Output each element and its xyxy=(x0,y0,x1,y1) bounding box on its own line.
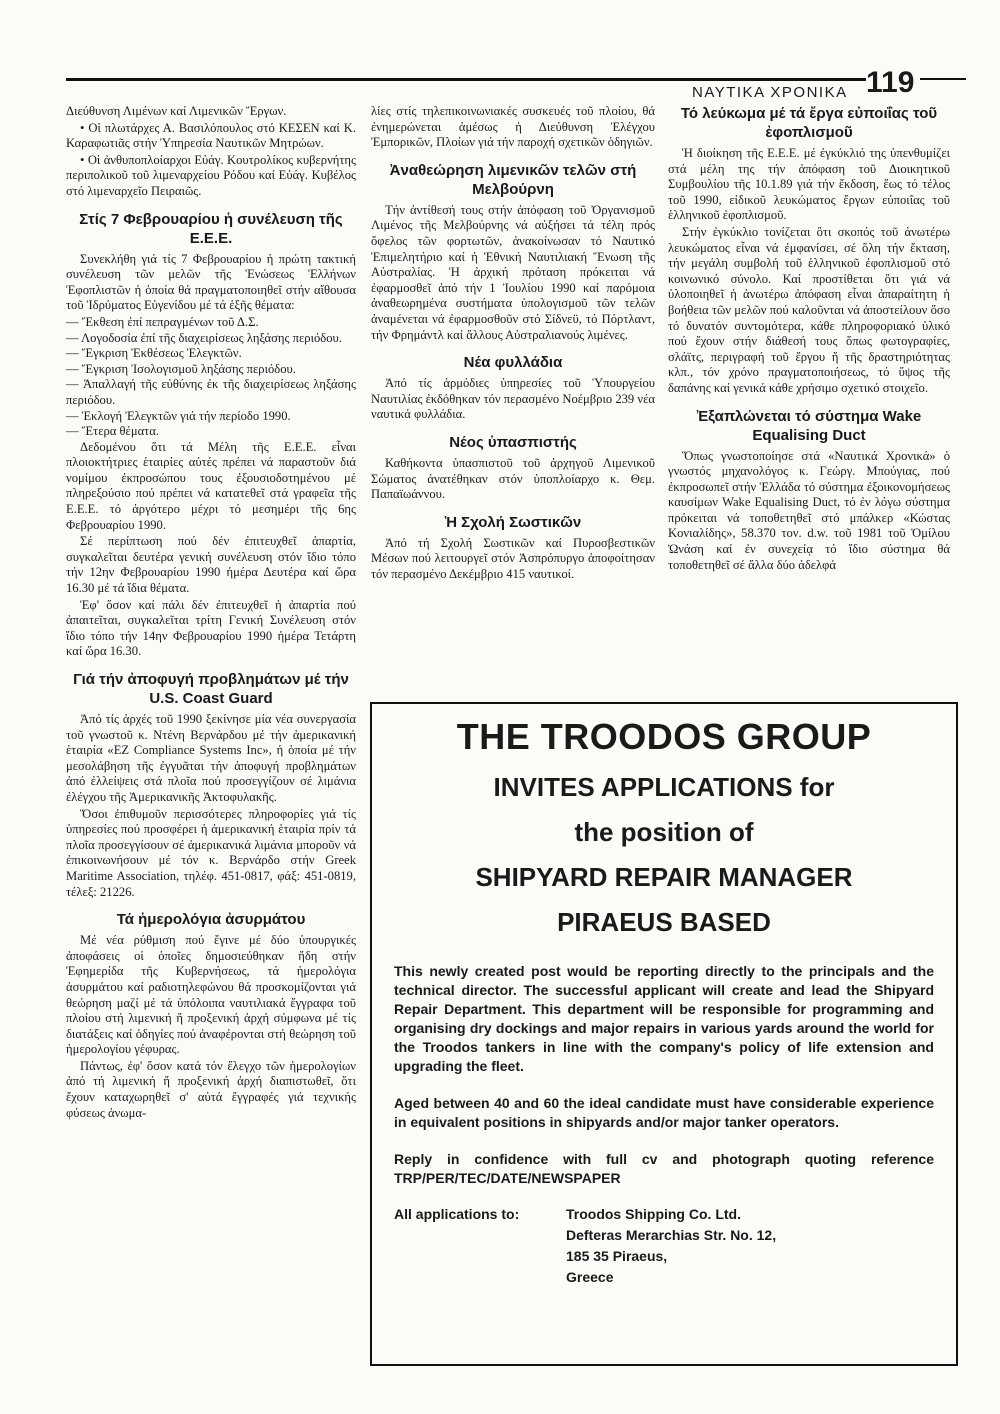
article-heading: Νέα φυλλάδια xyxy=(463,354,563,372)
article-heading: Ἀναθεώρηση λιμενικῶν τελῶν στή Μελβούρνη xyxy=(389,161,637,198)
paragraph: Τήν ἀντίθεσή τους στήν ἀπόφαση τοῦ Ὀργανισμοῦ Λιμένος τῆς Μελβούρνης νά αὐξήσει τά τέλη πρός ὄφελος τῶν φορτωτῶν, ἀνακοίνωσαν τό Ναυτικό Ἐπιμελητήριο καί ἡ Ἐθνική Ναυτιλιακή Ἕνωση τῆς Αὐστραλίας. Ἡ ἀρχική πρόταση πρόκειται νά ἐφαρμοσθεῖ ἀπό τήν 1 Ἰουλίου 1990 καί παρόμοια ἀναθεωρημένα συστήματα ὑπολογισμοῦ τῶν τελῶν ἀναμένεται νά ἐφαρμοσθοῦν στό Σίδνεϋ, τό Πόρτλαντ, τήν Φρημάντλ καί ἄλλους Αὐστραλιανούς λιμένες. xyxy=(371,202,655,342)
address-line: 185 35 Piraeus, xyxy=(566,1248,668,1264)
paragraph: Δεδομένου ὅτι τά Μέλη τῆς Ε.Ε.Ε. εἶναι πλοιοκτήτριες ἑταιρίες αὐτές πρέπει νά παραστοῦν διά νομίμου ἐκπροσώπου τους ἐξουσιοδοτημένου μέ πληρεξούσιο πού πρέπει νά κατατεθεῖ στά γραφεῖα τῆς Ε.Ε.Ε. τό ἀργότερο μέχρι τό μεσημέρι τῆς 6ης Φεβρουαρίου 1990. xyxy=(66,439,356,532)
article-heading: Νέος ὑπασπιστής xyxy=(449,433,577,451)
column-left xyxy=(66,104,356,1122)
paragraph: Ὅπως γνωστοποίησε στά «Ναυτικά Χρονικά» ὁ γνωστός μηχανολόγος κ. Γεώργ. Μπούγιας, πού ἐκπροσωπεῖ στήν Ἑλλάδα τό σύστημα ἐξοικονομήσεως καυσίμων Wake Equalising Duct, τό ἐν λόγω σύστημα πρόκειται νά τοποθετηθεῖ στό μπάλκερ «Κώστας Κονιαλίδης», 58.370 τον. d.w. τοῦ 1981 τοῦ Ὁμίλου Ὠνάση καί ἐν συνεχείᾳ τό ἴδιο σύστημα θά τοποθετηθεῖ σέ ἄλλα δύο ἀδελφά xyxy=(668,448,950,572)
paragraph: Ἀπό τίς ἀρχές τοῦ 1990 ξεκίνησε μία νέα συνεργασία τοῦ γνωστοῦ κ. Ντένη Βερνάρδου μέ τήν ἀμερικανική ἑταιρία «EZ Compliance Systems Inc», ἡ ὁποία μέ τήν μεσολάβηση τῆς ἐγγυᾶται τήν ἀποφυγή προβλημάτων ἀπό ἐλλείψεις στά πλοῖα πού προσεγγίζουν σέ λιμάνια ἐλέγχου τῆς Ἀμερικανικῆς Ἀκτοφυλακῆς. xyxy=(66,712,356,804)
ad-subheading: the position of xyxy=(574,817,754,847)
ad-body xyxy=(372,962,956,1188)
column-right xyxy=(668,104,950,574)
paragraph: λίες στίς τηλεπικοινωνιακές συσκευές τοῦ πλοίου, θά ἐνημερώνεται ἀμέσως ἡ Διεύθυνση Ἐλέγχου Ἐμπορικῶν, Πλοίων γιά τήν παροχή σχετικῶν ὁδηγιῶν. xyxy=(371,104,655,150)
header-rule-right xyxy=(920,78,966,80)
article-heading: Στίς 7 Φεβρουαρίου ἡ συνέλευση τῆς Ε.Ε.Ε. xyxy=(79,210,343,247)
ad-address xyxy=(566,1204,776,1288)
page-number: 119 xyxy=(866,66,915,99)
ad-location: PIRAEUS BASED xyxy=(557,907,771,937)
paragraph: Καθήκοντα ὑπασπιστοῦ τοῦ ἀρχηγοῦ Λιμενικοῦ Σώματος ἀνατέθηκαν στόν ὑποπλοίαρχο κ. Θεμ. Παπαϊωάννου. xyxy=(371,455,655,502)
list-item: — Λογοδοσία ἐπί τῆς διαχειρίσεως ληξάσης περιόδου. xyxy=(66,330,342,345)
paragraph: Σέ περίπτωση πού δέν ἐπιτευχθεῖ ἀπαρτία, συγκαλεῖται δευτέρα γενική συνέλευση στόν ἴδιο τόπο τήν 12ην Φεβρουαρίου 1990 ἡμέρα Δευτέρα καί ὥρα 16.30 μέ τά ἴδια θέματα. xyxy=(66,534,356,596)
address-line: Defteras Merarchias Str. No. 12, xyxy=(566,1227,777,1243)
list-item: — Ἔκθεση ἐπί πεπραγμένων τοῦ Δ.Σ. xyxy=(66,314,259,329)
article-heading: Ἡ Σχολή Σωστικῶν xyxy=(444,513,582,531)
magazine-title: ΝΑΥΤΙΚΑ ΧΡΟΝΙΚΑ xyxy=(692,84,848,101)
ad-paragraph: Reply in confidence with full cv and photograph quoting reference TRP/PER/TEC/DATE/NEWSPAPER xyxy=(394,1151,934,1186)
article-heading: Τά ἡμερολόγια ἀσυρμάτου xyxy=(116,911,306,929)
paragraph: Ἡ διοίκηση τῆς Ε.Ε.Ε. μέ ἐγκύκλιό της ὑπενθυμίζει στά μέλη της τήν ἀπόφαση τοῦ Διοικητικοῦ Συμβουλίου τῆς 10.1.89 γιά τήν ἔκδοση, ἕως τό τέλος τοῦ 1990, εἰδικοῦ λευκώματος ἔργων εὐποιΐας τοῦ ἑλληνικοῦ ἐφοπλισμοῦ. xyxy=(668,146,950,223)
article-heading: Τό λεύκωμα μέ τά ἔργα εὐποιΐας τοῦ ἐφοπλισμοῦ xyxy=(680,105,938,141)
ad-subheading: INVITES APPLICATIONS for xyxy=(493,772,835,802)
address-line: Greece xyxy=(566,1269,614,1285)
paragraph: Ἀπό τίς ἁρμόδιες ὑπηρεσίες τοῦ Ὑπουργείου Ναυτιλίας ἐκδόθηκαν τόν περασμένο Νοέμβριο 239 νέα ναυτικά φυλλάδια. xyxy=(371,376,655,422)
address-line: Troodos Shipping Co. Ltd. xyxy=(566,1206,741,1222)
list-item: — Ἕτερα θέματα. xyxy=(66,424,159,439)
job-advertisement xyxy=(370,702,958,1366)
ad-paragraph: Aged between 40 and 60 the ideal candidate must have considerable experience in equivalent positions in shipyards and/or major tanker operators. xyxy=(394,1095,934,1130)
article-heading: Ἐξαπλώνεται τό σύστημα Wake Equalising Duct xyxy=(696,407,922,444)
paragraph: • Οἱ ἀνθυποπλοίαρχοι Εὐάγ. Κουτρολίκος κυβερνήτης περιπολικοῦ τοῦ λιμεναρχείου Ρόδου καί Εὐάγ. Κυβέλος στό λιμεναρχεῖο Πειραιῶς. xyxy=(66,152,356,198)
ad-company-name: THE TROODOS GROUP xyxy=(456,716,872,757)
paragraph: Πάντως, ἐφ' ὅσον κατά τόν ἔλεγχο τῶν ἡμερολογίων ἀπό τή λιμενική ἤ προξενική ἀρχή διαπιστωθεῖ, ὅτι ἔχουν καταχωρηθεῖ σ' αὐτά ἔγγραφές γιά τεχνικής φύσεως ἀνωμα- xyxy=(66,1058,356,1120)
paragraph: Ἐφ' ὅσον καί πάλι δέν ἐπιτευχθεῖ ἡ ἀπαρτία πού ἀπαιτεῖται, συγκαλεῖται τρίτη Γενική Συνέλευση στόν ἴδιο τόπο τήν 14ην Φεβρουαρίου 1990 ἡμέρα Τετάρτη καί ὥρα 16.30. xyxy=(66,597,356,659)
paragraph: Ἀπό τή Σχολή Σωστικῶν καί Πυροσβεστικῶν Μέσων πού λειτουργεῖ στόν Ἀσπρόπυργο ἀποφοίτησαν τόν περασμένο Δεκέμβριο 415 ναυτικοί. xyxy=(371,535,655,581)
list-item: — Ἔγκριση Ἰσολογισμοῦ ληξάσης περιόδου. xyxy=(66,361,296,376)
paragraph: Ὅσοι ἐπιθυμοῦν περισσότερες πληροφορίες γιά τίς ὑπηρεσίες πού προσφέρει ἡ ἀμερικανική ἑταιρία πρίν τά πλοῖα προσεγγίσουν σέ ἀμερικανικά λιμάνια μποροῦν νά ἐπικοινωνήσουν μέ τόν κ. Βερνάρδο στήν Greek Maritime Association, τηλέφ. 451-0817, φάξ: 451-0819, τέλεξ: 21226. xyxy=(66,806,356,899)
agenda-list xyxy=(66,315,356,440)
paragraph: Συνεκλήθη γιά τίς 7 Φεβρουαρίου ἡ πρώτη τακτική συνέλευση τῶν μελῶν τῆς Ἑνώσεως Ἑλλήνων Ἐφοπλιστῶν ἡ ὁποία θά πραγματοποιηθεῖ στήν αἴθουσα τοῦ Ἱδρύματος Εὐγενίδου μέ τά ἑξῆς θέματα: xyxy=(66,251,356,313)
paragraph: • Οἱ πλωτάρχες Α. Βασιλόπουλος στό ΚΕΣΕΝ καί Κ. Καραφωτιᾶς στήν Ὑπηρεσία Ναυτικῶν Μητρώων. xyxy=(66,120,356,151)
paragraph: Μέ νέα ρύθμιση πού ἔγινε μέ δύο ὑπουργικές ἀποφάσεις οἱ ὁποῖες δημοσιεύθηκαν ἤδη στήν Ἐφημερίδα τῆς Κυβερνήσεως, τά ἡμερολόγια ἀσυρμάτου καί ραδιοτηλεφώνου θά προσκομίζονται γιά θεώρηση μαζί μέ τά ὑπόλοιπα ναυτιλιακά ἔγγραφα τοῦ πλοίου στή λιμενική ἤ προξενική ἀρχή σύμφωνα μέ τίς διατάξεις καί ὁδηγίες πού ἀναφέρονται στή θεώρηση τοῦ ἡμερολογίου γέφυρας. xyxy=(66,933,356,1057)
ad-position-title: SHIPYARD REPAIR MANAGER xyxy=(475,862,853,892)
header-rule xyxy=(66,78,866,81)
ad-paragraph: This newly created post would be reporting directly to the principals and the technical director. The successful applicant will create and lead the Shipyard Repair Department. This department will be responsible for programming and organising dry dockings and major repairs in various yards around the world for the Troodos tankers in line with the company's policy of life extension and upgrading the fleet. xyxy=(394,963,934,1074)
paragraph: Διεύθυνση Λιμένων καί Λιμενικῶν Ἔργων. xyxy=(66,104,287,118)
column-middle xyxy=(371,104,655,583)
list-item: — Ἐκλογή Ἐλεγκτῶν γιά τήν περίοδο 1990. xyxy=(66,408,291,423)
ad-address-label: All applications to: xyxy=(394,1206,520,1222)
ad-address-block xyxy=(372,1204,956,1288)
article-heading: Γιά τήν ἀποφυγή προβλημάτων μέ τήν U.S. Coast Guard xyxy=(73,671,349,707)
paragraph: Στήν ἐγκύκλιο τονίζεται ὅτι σκοπός τοῦ ἀνωτέρω λευκώματος εἶναι νά ἐμφανίσει, σέ ὅλη τήν ἔκταση, τήν μεγάλη συμβολή τοῦ ἑλληνικοῦ ἐφοπλισμοῦ στό κοινωνικό σύνολο. Καί προστίθεται ὅτι γιά νά ὑλοποιηθεῖ ἡ ἀνωτέρω ἀπόφαση εἶναι ἀπαραίτητη ἡ βοήθεια τῶν μελῶν πού καλοῦνται νά ἀποστείλουν ὅσο τό δυνατόν συντομότερα, κάθε πληροφοριακό ὑλικό πού ἔχουν στήν διάθεσή τους ὅπως φωτογραφίες, σλάϊτς, περιγραφή τοῦ ἔργου ἤ τῆς δραστηριότητας κλπ., τόν χρόνο πραγματοποιήσεως, τό ὕψος τῆς δαπάνης καί γενικά κάθε χρήσιμο σχετικό στοιχεῖο. xyxy=(668,224,950,395)
list-item: — Ἔγκριση Ἐκθέσεως Ἐλεγκτῶν. xyxy=(66,346,242,361)
list-item: — Ἀπαλλαγή τῆς εὐθύνης ἐκ τῆς διαχειρίσεως ληξάσης περιόδου. xyxy=(66,377,356,407)
